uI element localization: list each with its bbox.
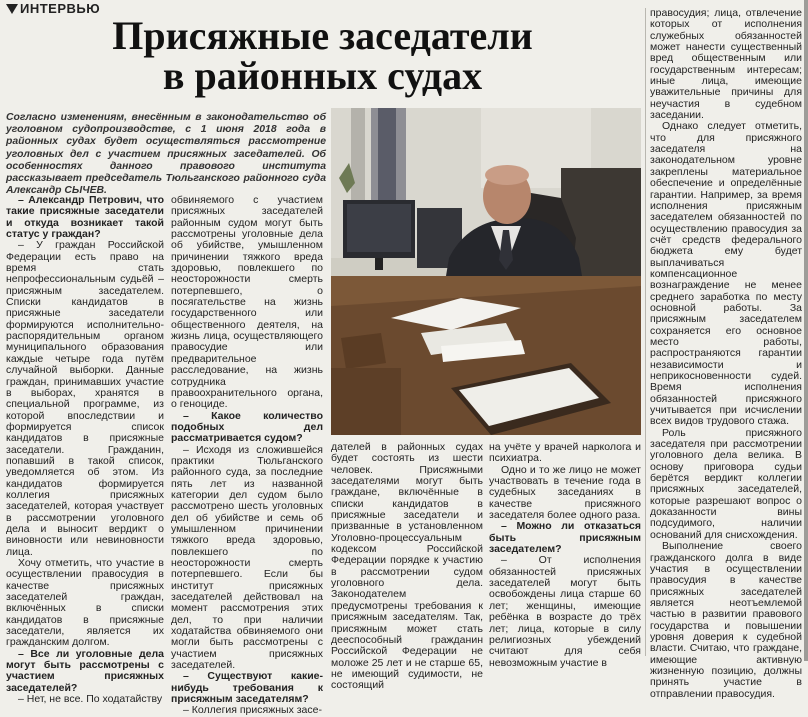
body-paragraph: Выполнение своего гражданского долга в виде участия в осуществлении правосудия в качестве присяжных заседателей является неотъемлемой частью в развитии правового государства и повышении уровня доверия к судебной власти. Считаю, что граждане, имеющие активную жизненную позицию, должны принять участие в отправлении правосудия. [650, 540, 802, 700]
body-paragraph: на учёте у врачей нарколога и психиатра. [489, 441, 641, 465]
answer-paragraph: – Коллегия присяжных засе- [183, 704, 322, 717]
answer-paragraph: – Нет, не все. По ходатайству [18, 693, 163, 706]
rubric-label: ИНТЕРВЬЮ [6, 1, 100, 16]
question-paragraph: – Александр Петрович, что такие присяжные заседатели и откуда возникает такой статус у граждан? [6, 194, 164, 241]
body-paragraph: Одно и то же лицо не может участвовать в течение года в судебных заседаниях в качестве присяжного заседателя более одного раза. [489, 463, 641, 522]
body-paragraph: обвиняемого с участием присяжных заседателей районным судом могут быть рассмотрены уголовные дела об убийстве, умышленном причинении тяжкого вреда здоровью, повлекшего по неосторожности смерть потерпевшего, о посягательстве на жизнь государственного или общественного деятеля, на жизнь лица, осуществляющего правосудие или предварительное расследование, на жизнь сотрудника правоохранительного органа, о геноциде. [171, 194, 323, 411]
article-column-1 [6, 195, 164, 705]
body-paragraph: Однако следует отметить, что для присяжного заседателя на законодательном уровне закреплены материальное обеспечение и определённые гарантии. Например, за время исполнения присяжным заседателем обязанностей по осуществлению правосудия за счёт средств федерального бюджета ему будет выплачиваться компенсационное вознаграждение не менее среднего заработка по месту основной работы. За присяжным заседателем сохраняется его основное место работы, распространяются гарантии независимости и неприкосновенности судей. Время исполнения обязанностей присяжного учитывается при исчислении всех видов трудового стажа. [650, 120, 802, 428]
body-paragraph: Хочу отметить, что участие в осуществлении правосудия в качестве присяжных заседателей граждан, включённых в списки кандидатов в присяжные заседатели, является их гражданским долгом. [6, 557, 164, 649]
column-divider [645, 8, 646, 656]
headline-line: в районных судах [162, 53, 483, 98]
question-paragraph: – Существуют какие-нибудь требования к присяжным заседателям? [171, 670, 323, 706]
judge-photo [331, 108, 641, 435]
body-paragraph: Роль присяжного заседателя при рассмотрении уголовного дела велика. В основу приговора судьи берётся вердикт коллегии присяжных заседателей, которые разрешают вопрос о доказанности вины подсудимого, наличии оснований для снисхождения. [650, 426, 802, 541]
answer-paragraph: – От исполнения обязанностей присяжных заседателей могут быть освобождены лица старше 60 лет; женщины, имеющие ребёнка в возрасте до трёх лет; лица, которые в силу религиозных убеждений считают для себя невозможным участие в [489, 554, 641, 669]
lead-paragraph: Согласно изменениям, внесённым в законодательство об уголовном судопроизводстве, с 1 июня 2018 года в районных судах будет осуществляться рассмотрение уголовных дел с участием присяжных заседателей. Об особенностях данного правового института рассказывает председатель Тюльганского районного суда Александр СЫЧЕВ. [6, 112, 326, 197]
body-paragraph: дателей в районных судах будет состоять из шести человек. Присяжными заседателями могут быть граждане, включённые в списки кандидатов в присяжные заседатели и призванные в установленном Уголовно-процессуальным кодексом Российской Федерации порядке к участию в рассмотрении судом уголовного дела. Законодателем предусмотрены требования к присяжным заседателям. Так, присяжным может стать дееспособный гражданин Российской Федерации не моложе 25 лет и не старше 65, не имеющий судимости, не состоящий [331, 441, 483, 692]
question-paragraph: – Все ли уголовные дела могут быть рассмотрены с участием присяжных заседателей? [6, 647, 164, 694]
headline-line: Присяжные заседатели [112, 13, 533, 58]
body-paragraph: правосудия; лица, отвлечение которых от исполнения служебных обязанностей может нанести существенный вред общественным или государственным интересам; иные лица, имеющие уважительные причины для неучастия в судебном заседании. [650, 7, 802, 122]
article-column-3 [331, 442, 483, 692]
answer-paragraph: – У граждан Российской Федерации есть право на время стать непрофессиональным судьёй – присяжным заседателем. Списки кандидатов в присяжные заседатели формируются исполнительно-распорядительным органом муниципального образования каждые четыре года путём случайной выборки. Данные граждан, принимавших участие в выборах, хранятся в специальной программе, из которой впоследствии и формируется список кандидатов в присяжные заседатели. Гражданин, попавший в такой список, уведомляется об этом. Из кандидатов формируется коллегия присяжных заседателей, которая участвует в рассмотрении уголовного дела и выносит вердикт о виновности или невиновности лица. [6, 239, 164, 558]
article-column-5 [650, 8, 802, 700]
page-edge [804, 0, 808, 661]
article-column-2 [171, 195, 323, 717]
headline [40, 13, 605, 98]
question-paragraph: – Можно ли отказаться быть присяжным заседателем? [489, 520, 641, 556]
answer-paragraph: – Исходя из сложившейся практики Тюльганского районного суда, за последние пять лет из названной категории дел судом было рассмотрено шесть уголовных дел об убийстве и семь об умышленном причинении тяжкого вреда здоровью, повлекшего по неосторожности смерть потерпевшего. Если бы институт присяжных заседателей действовал на момент рассмотрения этих дел, то при наличии ходатайства обвиняемого они могли быть рассмотрены с участием присяжных заседателей. [171, 443, 323, 672]
question-paragraph: – Какое количество подобных дел рассматривается судом? [171, 409, 323, 445]
article-column-4 [489, 442, 641, 669]
triangle-marker-icon [6, 4, 18, 14]
